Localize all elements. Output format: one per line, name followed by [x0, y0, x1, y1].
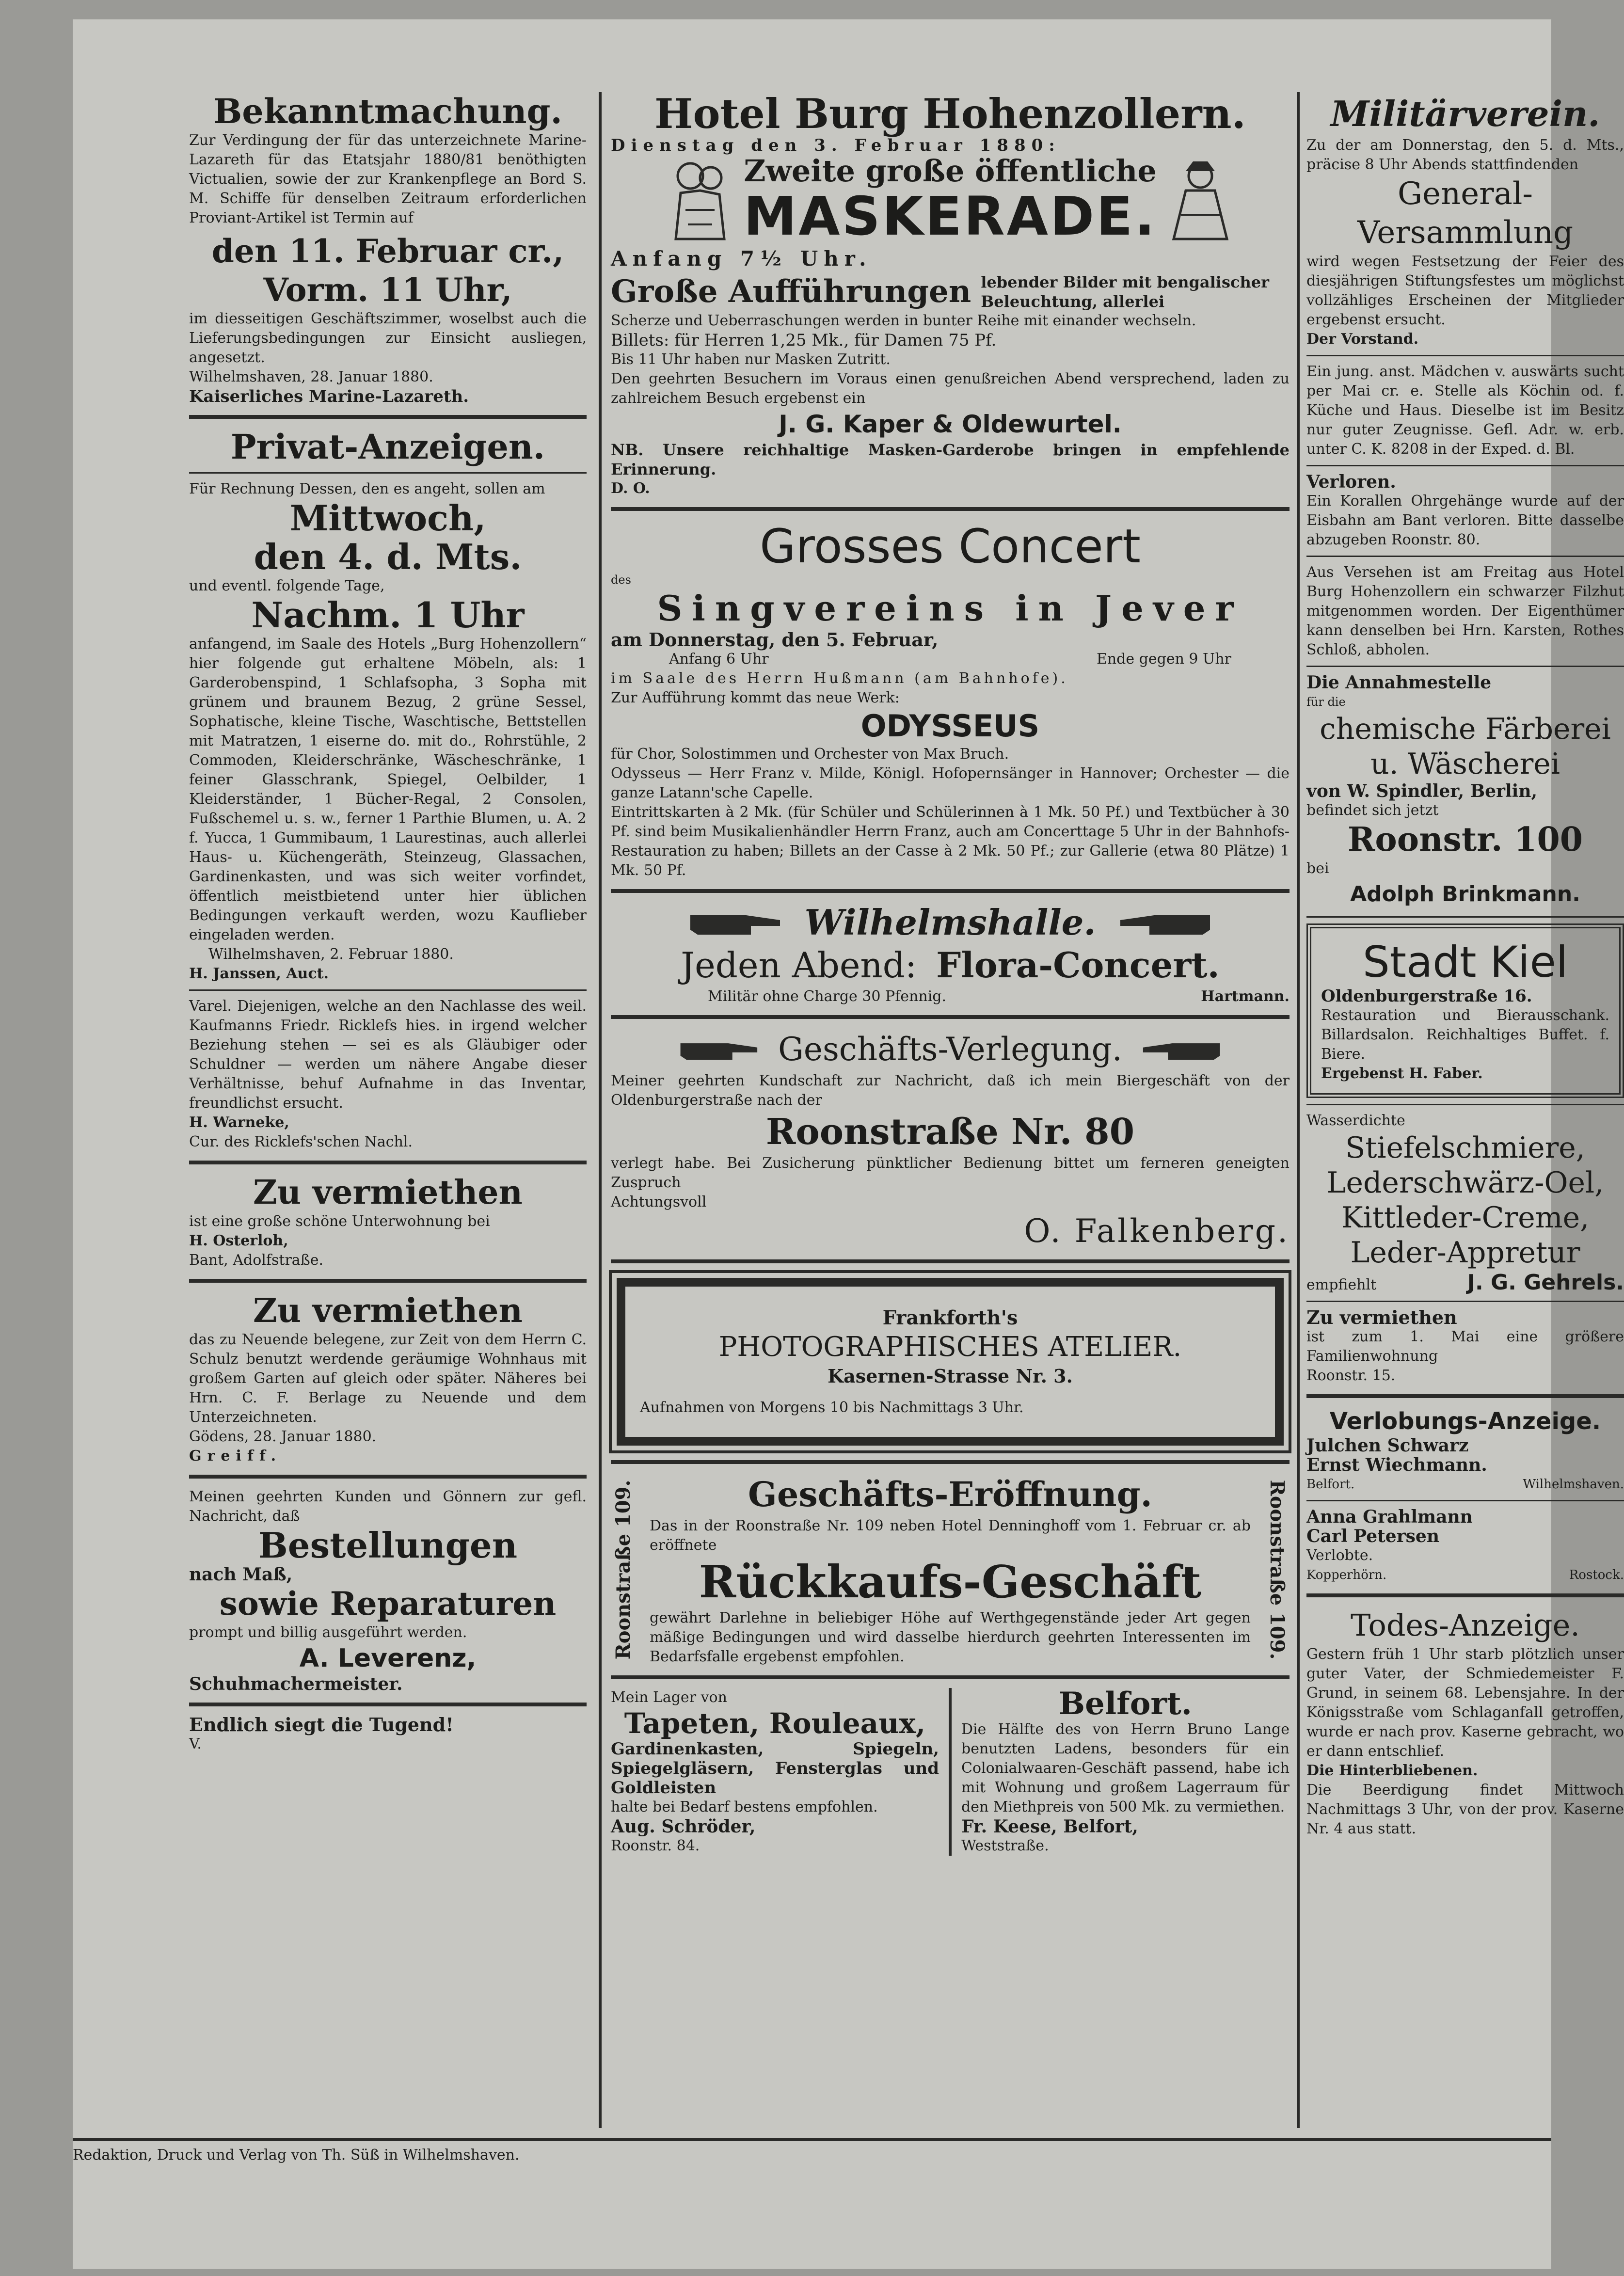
zu-vermiethen-1-title: Zu vermiethen — [253, 1173, 523, 1212]
verlobung-place-3: Kopperhörn. — [1306, 1568, 1387, 1582]
concert-tickets: Eintrittskarten à 2 Mk. (für Schüler und Schülerinnen à 1 Mk. 50 Pf.) und Textbücher à 30 Pf. sind beim Musikalienhändler Herrn Franz, auch am Concerttage 5 Uhr in der Bahnhofs-Restauration zu haben; Billets an der Casse à 2 Mk. 50 Pf.; zur Gallerie (etwa 80 Plätze) 1 Mk. 50 Pf. — [611, 804, 1290, 879]
divider — [1306, 1593, 1624, 1597]
zu-vermiethen-1-signature: H. Osterloh, — [189, 1232, 288, 1249]
bekanntmachung-date: den 11. Februar cr., — [211, 232, 564, 270]
divider — [1306, 556, 1624, 557]
zu-vermiethen-2-text: das zu Neuende belegene, zur Zeit von dem Herrn C. Schulz benutzt werdende geräumige Wohnhaus mit großem Garten auf gleich oder später. Näheres bei Hrn. C. F. Berlage zu Neuende und dem Unterzeichneten. — [189, 1331, 587, 1426]
verlobung-name-1: Julchen Schwarz — [1306, 1435, 1469, 1456]
zu-vermiethen-3-text: ist zum 1. Mai eine größere Familienwohnung — [1306, 1328, 1624, 1365]
pointing-hand-left-icon — [1137, 1035, 1224, 1064]
militaerverein-text: Zu der am Donnerstag, den 5. d. Mts., präcise 8 Uhr Abends stattfindenden — [1306, 137, 1624, 173]
newspaper-page — [73, 19, 1624, 2269]
divider — [1306, 1394, 1624, 1398]
wilhelmshalle-title: Wilhelmshalle. — [804, 902, 1096, 943]
zu-vermiethen-3-address: Roonstr. 15. — [1306, 1367, 1396, 1384]
photo-title: PHOTOGRAPHISCHES ATELIER. — [718, 1331, 1182, 1363]
leverenz-title-2: sowie Reparaturen — [219, 1585, 557, 1623]
column-left — [189, 92, 587, 1754]
concert-des: des — [611, 573, 631, 587]
tapeten-text: halte bei Bedarf bestens empfohlen. — [611, 1799, 878, 1815]
concert-place: im Saale des Herrn Hußmann (am Bahnhofe). — [611, 670, 1068, 687]
divider — [189, 1161, 587, 1164]
bekanntmachung-text-2: im diesseitigen Geschäftszimmer, woselbst auch die Lieferungsbedingungen zur Einsicht ausliegen, angesetzt. — [189, 310, 587, 366]
divider — [189, 989, 587, 991]
auction-signature: H. Janssen, Auct. — [189, 965, 329, 982]
wilhelmshalle-price: Militär ohne Charge 30 Pfennig. — [708, 988, 947, 1005]
leverenz-text: prompt und billig ausgeführt werden. — [189, 1624, 467, 1641]
geschaefts-eroeffnung-text: Das in der Roonstraße Nr. 109 neben Hotel Denninghoff vom 1. Februar cr. ab eröffnete — [650, 1517, 1251, 1554]
geschaefts-verlegung-ad — [611, 1028, 1290, 1251]
leverenz-title: Bestellungen — [258, 1525, 518, 1566]
auction-place: Wilhelmshaven, 2. Februar 1880. — [208, 946, 454, 963]
mask-figure-left-icon — [666, 157, 734, 244]
hotel-masks: Bis 11 Uhr haben nur Masken Zutritt. — [611, 351, 891, 368]
hotel-performances: Große Aufführungen — [611, 273, 971, 310]
footer-imprint: Redaktion, Druck und Verlag von Th. Süß in Wilhelmshaven. — [73, 2138, 1551, 2165]
divider — [1306, 916, 1624, 918]
bekanntmachung-time: Vorm. 11 Uhr, — [263, 271, 512, 309]
lost-text: Ein Korallen Ohrgehänge wurde auf der Eisbahn am Bant verloren. Bitte dasselbe abzugeben Roonstr. 80. — [1306, 493, 1624, 548]
auction-date: den 4. d. Mts. — [254, 536, 522, 577]
verlobung-name-3: Anna Grahlmann — [1306, 1507, 1473, 1527]
auction-day: Mittwoch, — [289, 497, 486, 539]
todes-anzeige-text: Gestern früh 1 Uhr starb plötzlich unser guter Vater, der Schmiedemeister F. Grund, in seinem 68. Lebensjahre. In der Königsstraße vom Schlaganfall getroffen, wurde er nach prov. Kaserne gebracht, wo er dann entschlief. — [1306, 1646, 1624, 1760]
concert-work-intro: Zur Aufführung kommt das neue Werk: — [611, 689, 900, 706]
tapeten-ad — [611, 1688, 952, 1856]
hotel-nb-signature: D. O. — [611, 480, 650, 497]
divider — [1306, 666, 1624, 667]
column-rule — [599, 92, 602, 2128]
belfort-text: Die Hälfte des von Herrn Bruno Lange benutzten Ladens, besonders für ein Colonialwaaren-Geschäft passend, habe ich mit Wohnung und großem Lagerraum für den Miethpreis von 500 Mk. zu vermiethen. — [961, 1721, 1290, 1815]
hotel-signature: J. G. Kaper & Oldewurtel. — [779, 410, 1122, 438]
divider — [611, 1015, 1290, 1019]
hotel-date: Dienstag den 3. Februar 1880: — [611, 136, 1061, 155]
geschaefts-eroeffnung-name: Rückkaufs-Geschäft — [699, 1556, 1202, 1608]
boot-line-2: Lederschwärz-Oel, — [1326, 1166, 1604, 1200]
boot-intro: Wasserdichte — [1306, 1112, 1405, 1129]
auction-time: Nachm. 1 Uhr — [251, 594, 525, 636]
concert-start: Anfang 6 Uhr — [669, 651, 769, 668]
leverenz-sub: nach Maß, — [189, 1564, 293, 1585]
pointing-hand-right-icon — [676, 1035, 764, 1064]
tapeten-title: Tapeten, Rouleaux, — [624, 1707, 926, 1740]
divider — [611, 1460, 1290, 1464]
concert-date: am Donnerstag, den 5. Februar, — [611, 629, 939, 651]
dye-street: Roonstr. 100 — [1347, 820, 1583, 859]
concert-ad — [611, 520, 1290, 880]
concert-end: Ende gegen 9 Uhr — [1096, 651, 1231, 668]
side-label-right: Roonstraße 109. — [1266, 1480, 1289, 1660]
divider — [189, 1279, 587, 1283]
belfort-signature: Fr. Keese, Belfort, — [961, 1816, 1138, 1837]
stadt-kiel-street: Oldenburgerstraße 16. — [1321, 987, 1532, 1006]
geschaefts-verlegung-text-2: verlegt habe. Bei Zusicherung pünktlicher Bedienung bittet um ferneren geneigten Zuspruch — [611, 1155, 1290, 1191]
geschaefts-verlegung-regards: Achtungsvoll — [611, 1194, 707, 1210]
todes-anzeige-text-2: Die Beerdigung findet Mittwoch Nachmittags 3 Uhr, von der prov. Kaserne Nr. 4 aus statt. — [1306, 1782, 1624, 1837]
zu-vermiethen-2-title: Zu vermiethen — [253, 1291, 523, 1330]
maid-wanted-text: Ein jung. anst. Mädchen v. auswärts sucht per Mai cr. e. Stelle als Köchin od. f. Küche und Haus. Dieselbe ist im Besitz nur guter Zeugnisse. Gefl. Adr. w. erb. unter C. K. 8208 in der Exped. d. Bl. — [1306, 363, 1624, 458]
dye-bei: bei — [1306, 860, 1329, 877]
divider — [1306, 465, 1624, 466]
hotel-title: Hotel Burg Hohenzollern. — [654, 90, 1246, 138]
leverenz-intro: Meinen geehrten Kunden und Gönnern zur gefl. Nachricht, daß — [189, 1488, 587, 1525]
boot-line-4: Leder-Appretur — [1350, 1236, 1580, 1270]
hotel-invite: Den geehrten Besuchern im Voraus einen genußreichen Abend versprechend, laden zu zahlreichem Besuch ergebenst ein — [611, 370, 1290, 407]
divider — [1306, 1104, 1624, 1105]
dye-title: chemische Färberei u. Wäscherei — [1320, 712, 1611, 781]
divider — [189, 1703, 587, 1706]
geschaefts-verlegung-street: Roonstraße Nr. 80 — [765, 1111, 1135, 1153]
hotel-performances-2: lebender Bilder mit bengalischer Beleuchtung, allerlei — [981, 273, 1269, 311]
photo-address: Kasernen-Strasse Nr. 3. — [828, 1365, 1073, 1387]
hotel-tickets: Billets: für Herren 1,25 Mk., für Damen 75 Pf. — [611, 331, 997, 350]
hotel-start: Anfang 7½ Uhr. — [611, 247, 872, 271]
wilhelmshalle-event-2: Flora-Concert. — [936, 944, 1220, 986]
hotel-event: MASKERADE. — [743, 185, 1157, 247]
auction-intro: Für Rechnung Dessen, den es angeht, sollen am — [189, 480, 545, 497]
divider — [1306, 1301, 1624, 1302]
concert-organizer: Singvereins in Jever — [657, 588, 1243, 629]
verlobung-name-2: Ernst Wiechmann. — [1306, 1455, 1487, 1475]
divider — [189, 472, 587, 474]
zu-vermiethen-1-text: ist eine große schöne Unterwohnung bei — [189, 1213, 490, 1230]
dye-by: von W. Spindler, Berlin, — [1306, 781, 1538, 801]
divider — [189, 1475, 587, 1479]
tugend-signature: V. — [189, 1735, 202, 1752]
bekanntmachung-text: Zur Verdingung der für das unterzeichnete Marine-Lazareth für das Etatsjahr 1880/81 benöthigten Victualien, sowie der zur Krankenpflege an Bord S. M. Schiffe für denselben Zeitraum erforderlichen Proviant-Artikel ist Termin auf — [189, 132, 587, 226]
column-center — [611, 92, 1290, 1856]
geschaefts-verlegung-text: Meiner geehrten Kundschaft zur Nachricht, daß ich mein Biergeschäft von der Oldenburgerstraße nach der — [611, 1072, 1290, 1109]
dye-now: befindet sich jetzt — [1306, 802, 1439, 819]
bekanntmachung-place: Wilhelmshaven, 28. Januar 1880. — [189, 368, 433, 385]
divider — [611, 1675, 1290, 1679]
todes-anzeige-title: Todes-Anzeige. — [1351, 1608, 1580, 1643]
divider — [1306, 1500, 1624, 1501]
varel-signature: H. Warneke, — [189, 1114, 289, 1131]
verlobung-place-4: Rostock. — [1569, 1568, 1624, 1582]
geschaefts-eroeffnung-title: Geschäfts-Eröffnung. — [748, 1474, 1152, 1514]
stadt-kiel-text: Restauration und Bierausschank. Billardsalon. Reichhaltiges Buffet. f. Biere. — [1321, 1007, 1609, 1063]
geschaefts-eroeffnung-ad — [611, 1473, 1290, 1667]
stadt-kiel-signature: Ergebenst H. Faber. — [1321, 1065, 1483, 1082]
pointing-hand-left-icon — [1115, 906, 1212, 939]
dye-for: für die — [1306, 695, 1346, 709]
leverenz-name: A. Leverenz, — [299, 1644, 477, 1673]
varel-text: Varel. Diejenigen, welche an den Nachlasse des weil. Kaufmanns Friedr. Ricklefs hies. in irgend welcher Beziehung stehen — sei es als Gläubiger oder Schuldner — werden um nähere Angabe dieser Verhältnisse, behuf Aufnahme in das Inventar, freundlichst ersucht. — [189, 998, 587, 1112]
concert-title: Grosses Concert — [760, 519, 1141, 573]
hotel-nb: NB. Unsere reichhaltige Masken-Garderobe bringen in empfehlende Erinnerung. — [611, 441, 1290, 478]
concert-work-by: für Chor, Solostimmen und Orchester von Max Bruch. — [611, 746, 1009, 763]
divider — [1306, 355, 1624, 356]
boot-line-3: Kittleder-Creme, — [1341, 1201, 1590, 1235]
column-right — [1306, 92, 1624, 1839]
photo-owner: Frankforth's — [882, 1306, 1018, 1329]
auction-text: anfangend, im Saale des Hotels „Burg Hohenzollern“ hier folgende gut erhaltene Möbeln, als: 1 Garderobenspind, 1 Schlafsopha, 3 Sopha mit grünem und braunem Bezug, 2 grüne Sessel, Sophatische, kleine Tische, Waschtische, Bettstellen mit Matratzen, 1 eiserne do. mit do., Rohrstühle, 2 Commoden, Kleiderschränke, Wäscheschränke, 1 feiner Glasschrank, Spiegel, Oelbilder, 1 Kleiderständer, 1 Bücher-Regal, 2 Consolen, Fußschemel u. s. w., ferner 1 Parthie Blumen, u. A. 2 f. Yucca, 1 Gummibaum, 1 Laurestinas, auch allerlei Haus- u. Küchengeräth, Steinzeug, Glassachen, Gardinenkasten, und was sich weiter vorfindet, öffentlich meistbietend unter hier üblichen Bedingungen verkauft werden, wozu Kauflieber eingeladen werden. — [189, 636, 587, 943]
boot-signature: J. G. Gehrels. — [1467, 1270, 1624, 1295]
boot-line-1: Stiefelschmiere, — [1345, 1131, 1585, 1165]
zu-vermiethen-3-title: Zu vermiethen — [1306, 1306, 1457, 1328]
hat-text: Aus Versehen ist am Freitag aus Hotel Burg Hohenzollern ein schwarzer Filzhut mitgenommen worden. Der Eigenthümer kann denselben bei Hrn. Karsten, Rothes Schloß, abholen. — [1306, 564, 1624, 658]
pointing-hand-right-icon — [688, 906, 785, 939]
militaerverein-text-2: wird wegen Festsetzung der Feier des diesjährigen Stiftungsfestes um möglichst vollzähliges Erscheinen der Mitglieder ergebenst ersucht. — [1306, 253, 1624, 328]
verlobung-place-2: Wilhelmshaven. — [1523, 1477, 1624, 1492]
bekanntmachung-signature: Kaiserliches Marine-Lazareth. — [189, 387, 469, 406]
divider — [611, 507, 1290, 511]
hotel-ad — [611, 92, 1290, 498]
wilhelmshalle-signature: Hartmann. — [1201, 988, 1290, 1005]
privat-anzeigen-title: Privat-Anzeigen. — [230, 427, 545, 467]
stadt-kiel-ad — [1306, 923, 1624, 1098]
mask-figure-right-icon — [1166, 157, 1234, 244]
militaerverein-event: General-Versammlung — [1357, 176, 1574, 251]
hotel-performances-3: Scherze und Ueberraschungen werden in bunter Reihe mit einander wechseln. — [611, 312, 1196, 329]
auction-sub: und eventl. folgende Tage, — [189, 577, 385, 594]
belfort-address: Weststraße. — [961, 1837, 1049, 1854]
stadt-kiel-title: Stadt Kiel — [1362, 937, 1568, 987]
dye-name: Adolph Brinkmann. — [1350, 882, 1580, 907]
tapeten-signature: Aug. Schröder, — [611, 1816, 756, 1837]
varel-signature-2: Cur. des Ricklefs'schen Nachl. — [189, 1133, 413, 1150]
dye-intro: Die Annahmestelle — [1306, 672, 1492, 693]
wilhelmshalle-ad — [611, 902, 1290, 1006]
photo-hours: Aufnahmen von Morgens 10 bis Nachmittags 3 Uhr. — [640, 1399, 1024, 1416]
lost-title: Verloren. — [1306, 472, 1396, 492]
todes-anzeige-signature: Die Hinterbliebenen. — [1306, 1762, 1478, 1779]
zu-vermiethen-1-place: Bant, Adolfstraße. — [189, 1252, 324, 1269]
divider — [189, 415, 587, 419]
geschaefts-verlegung-title: Geschäfts-Verlegung. — [778, 1031, 1122, 1068]
verlobung-place-1: Belfort. — [1306, 1477, 1355, 1492]
side-label-left: Roonstraße 109. — [611, 1480, 635, 1660]
zu-vermiethen-2-place: Gödens, 28. Januar 1880. — [189, 1428, 377, 1445]
concert-cast: Odysseus — Herr Franz v. Milde, Königl. Hofopernsänger in Hannover; Orchester — die ganze Latann'sche Capelle. — [611, 765, 1290, 801]
wilhelmshalle-event: Jeden Abend: — [681, 945, 917, 986]
geschaefts-eroeffnung-text-2: gewährt Darlehne in beliebiger Höhe auf Werthgegenstände jeder Art gegen mäßige Bedingungen und wird dasselbe hierdurch geehrten Interessenten im Bedarfsfalle ergebenst empfohlen. — [650, 1609, 1251, 1665]
tugend-text: Endlich siegt die Tugend! — [189, 1714, 454, 1735]
zu-vermiethen-2-signature: Greiff. — [189, 1448, 282, 1464]
concert-work: ODYSSEUS — [860, 708, 1040, 744]
geschaefts-verlegung-signature: O. Falkenberg. — [1024, 1212, 1290, 1250]
belfort-ad — [961, 1688, 1290, 1856]
militaerverein-title: Militärverein. — [1330, 93, 1600, 134]
bekanntmachung-title: Bekanntmachung. — [213, 91, 562, 131]
column-rule — [1297, 92, 1300, 2128]
tapeten-intro: Mein Lager von — [611, 1689, 727, 1706]
militaerverein-signature: Der Vorstand. — [1306, 331, 1419, 348]
boot-recommend: empfiehlt — [1306, 1276, 1377, 1293]
hotel-sub: Zweite große öffentliche — [744, 153, 1157, 189]
leverenz-trade: Schuhmachermeister. — [189, 1674, 403, 1694]
tapeten-address: Roonstr. 84. — [611, 1837, 700, 1854]
divider — [611, 889, 1290, 893]
belfort-title: Belfort. — [1059, 1686, 1192, 1722]
photo-atelier-ad — [617, 1278, 1284, 1446]
tapeten-items: Gardinenkasten, Spiegeln, Spiegelgläsern, Fensterglas und Goldleisten — [611, 1739, 939, 1798]
verlobung-title: Verlobungs-Anzeige. — [1329, 1408, 1601, 1435]
divider — [611, 1259, 1290, 1263]
verlobung-name-4: Carl Petersen — [1306, 1526, 1440, 1546]
verlobung-word: Verlobte. — [1306, 1547, 1373, 1564]
